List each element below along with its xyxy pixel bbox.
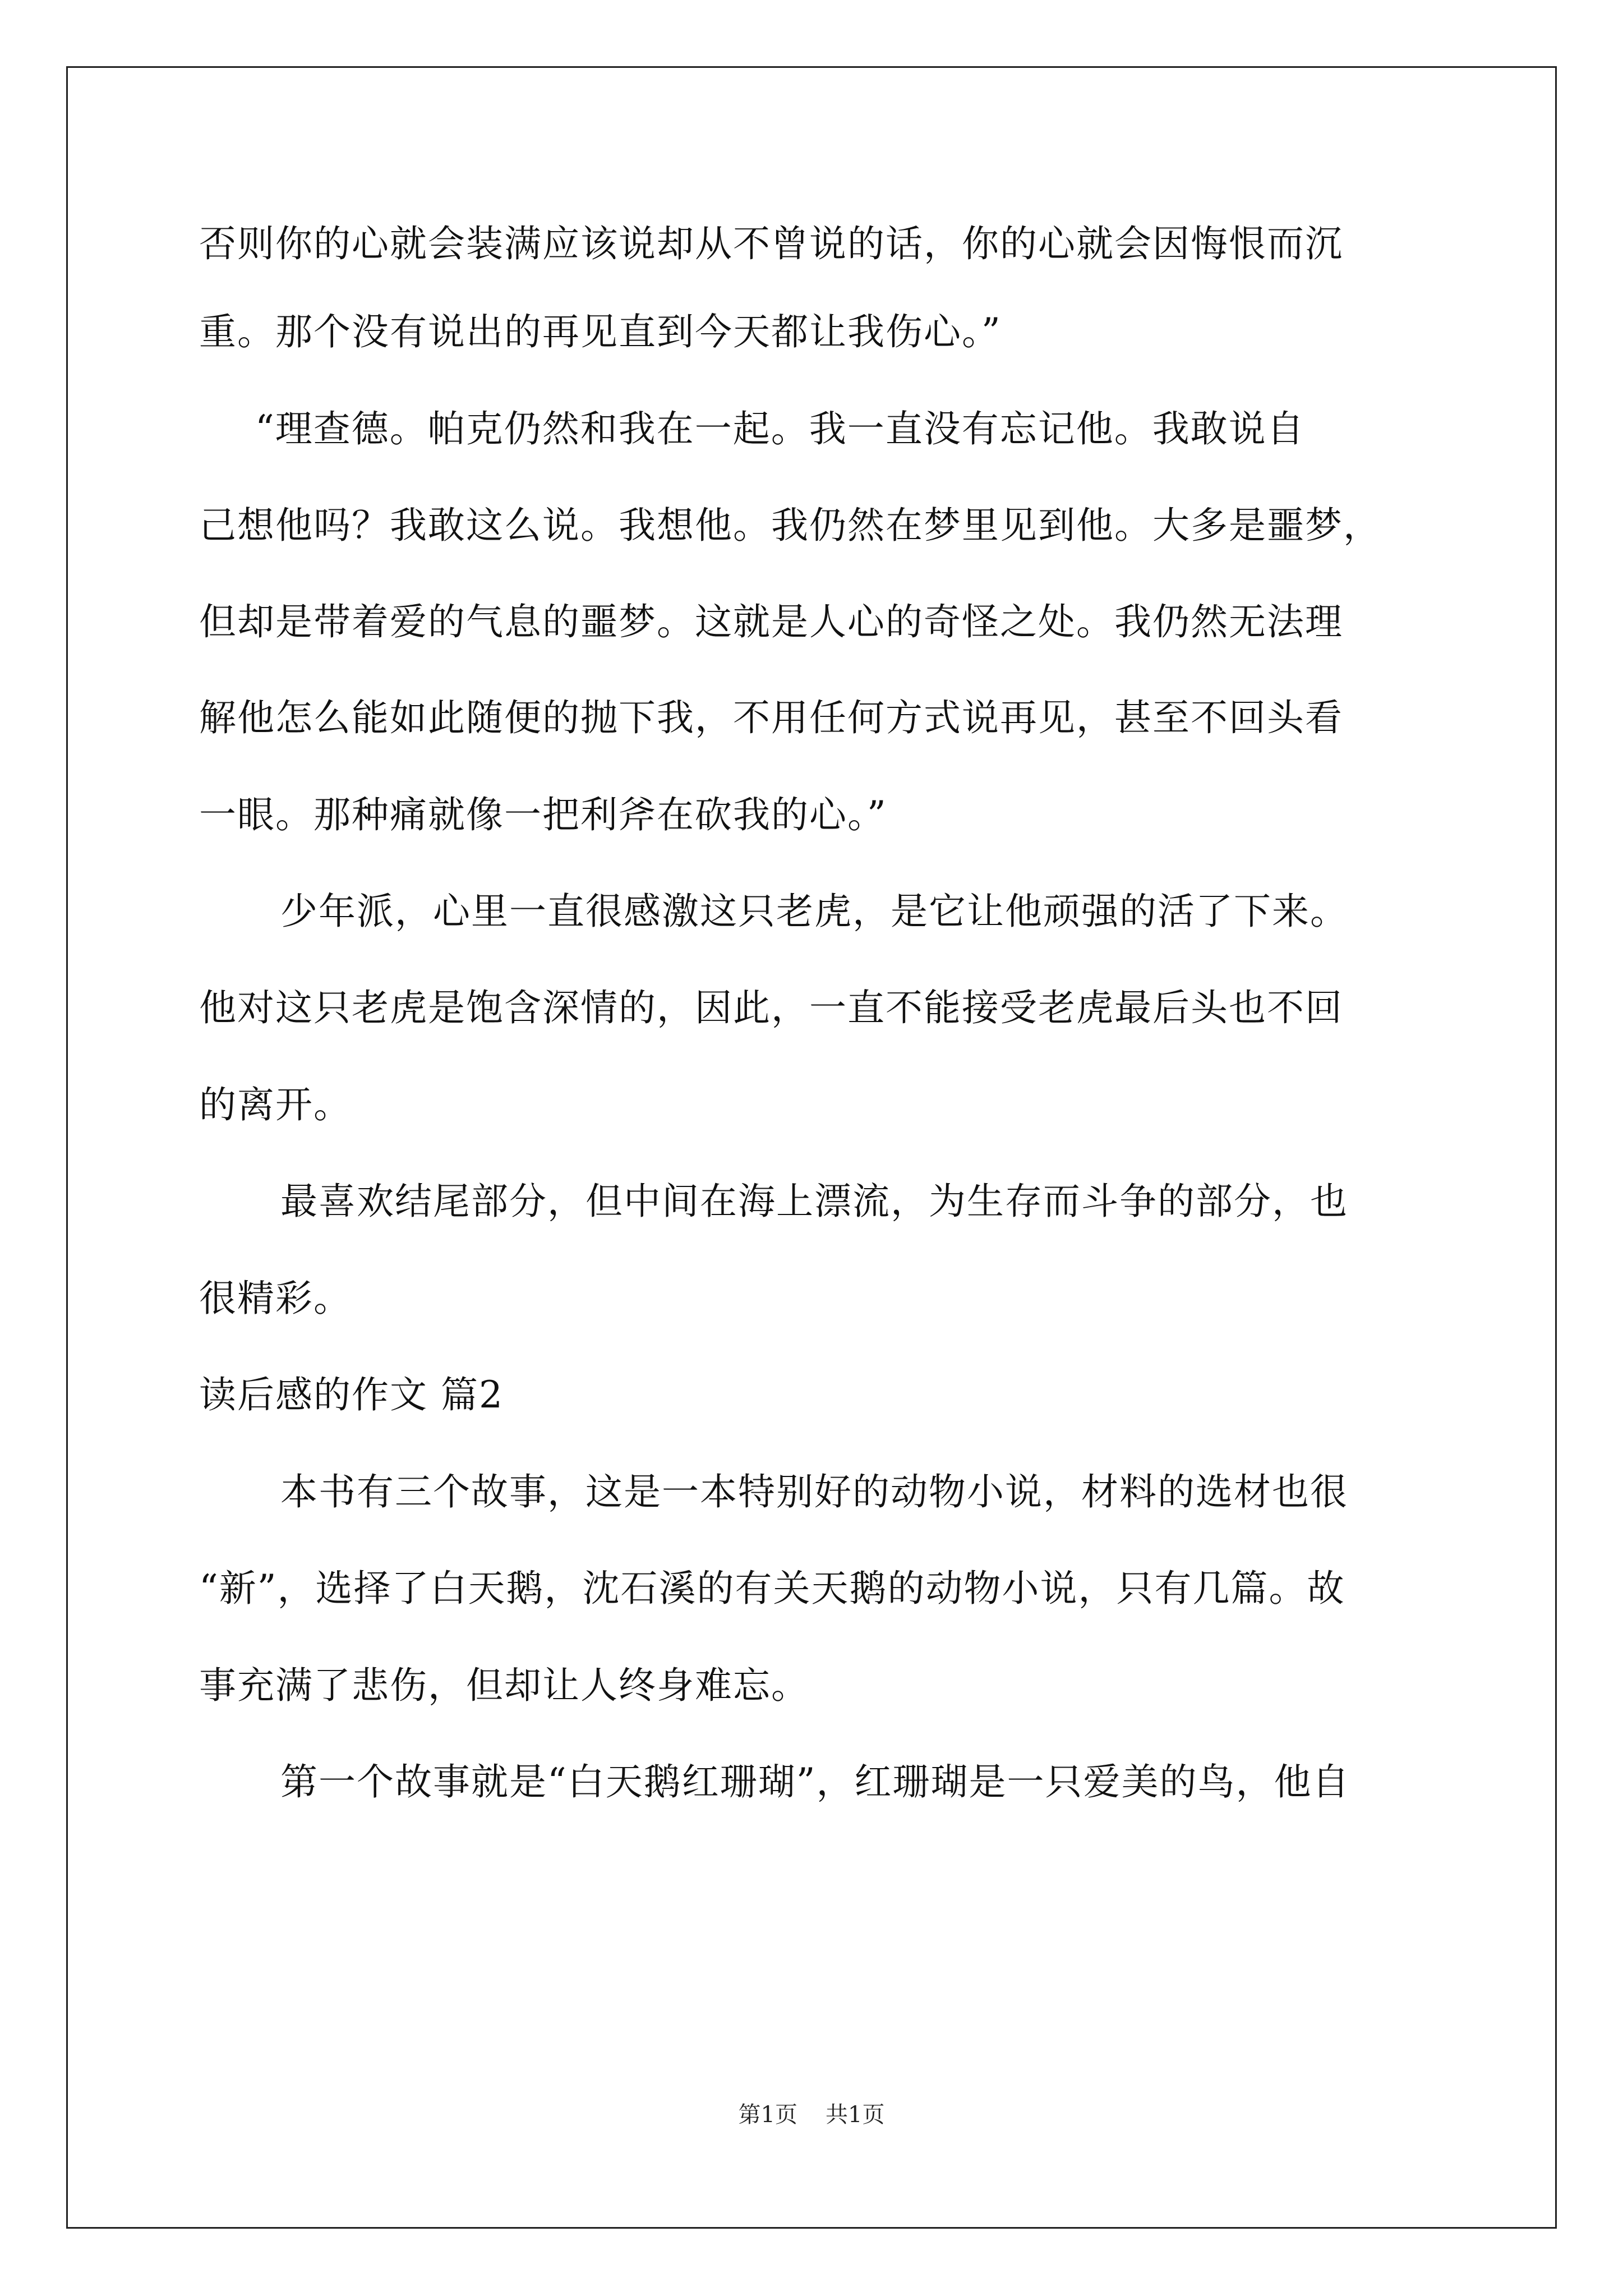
paragraph-start-line: “理查德。帕克仍然和我在一起。我一直没有忘记他。我敢说自 [255, 407, 1305, 450]
paragraph-start-line: 最喜欢结尾部分，但中间在海上漂流，为生存而斗争的部分，也 [280, 1180, 1348, 1223]
text-line: 很精彩。 [199, 1277, 352, 1320]
text-line: 但却是带着爱的气息的噩梦。这就是人心的奇怪之处。我仍然无法理 [199, 600, 1343, 643]
page-number: 第1页 [738, 2102, 797, 2128]
paragraph-start-line: 本书有三个故事，这是一本特别好的动物小说，材料的选材也很 [280, 1470, 1348, 1513]
text-line: 己想他吗？我敢这么说。我想他。我仍然在梦里见到他。大多是噩梦， [199, 504, 1381, 547]
text-line: 重。那个没有说出的再见直到今天都让我伤心。” [199, 310, 1002, 353]
page-footer [0, 2101, 1623, 2129]
paragraph-start-line: 少年派，心里一直很感激这只老虎，是它让他顽强的活了下来。 [280, 890, 1348, 933]
text-line: 他对这只老虎是饱含深情的，因此，一直不能接受老虎最后头也不回 [199, 986, 1343, 1029]
text-line: 事充满了悲伤，但却让人终身难忘。 [199, 1664, 809, 1707]
text-line: 一眼。那种痛就像一把利斧在砍我的心。” [199, 793, 887, 836]
page-total: 共1页 [826, 2102, 885, 2128]
text-line: 否则你的心就会装满应该说却从不曾说的话，你的心就会因悔恨而沉 [199, 222, 1343, 265]
text-line: 解他怎么能如此随便的抛下我，不用任何方式说再见，甚至不回头看 [199, 696, 1343, 739]
text-line: 的离开。 [199, 1083, 352, 1126]
page-border [66, 66, 1557, 2229]
paragraph-start-line: 第一个故事就是“白天鹅红珊瑚”，红珊瑚是一只爱美的鸟，他自 [280, 1760, 1350, 1803]
section-heading: 读后感的作文 篇2 [199, 1373, 504, 1416]
text-line: “新”，选择了白天鹅，沈石溪的有关天鹅的动物小说，只有几篇。故 [199, 1567, 1345, 1610]
